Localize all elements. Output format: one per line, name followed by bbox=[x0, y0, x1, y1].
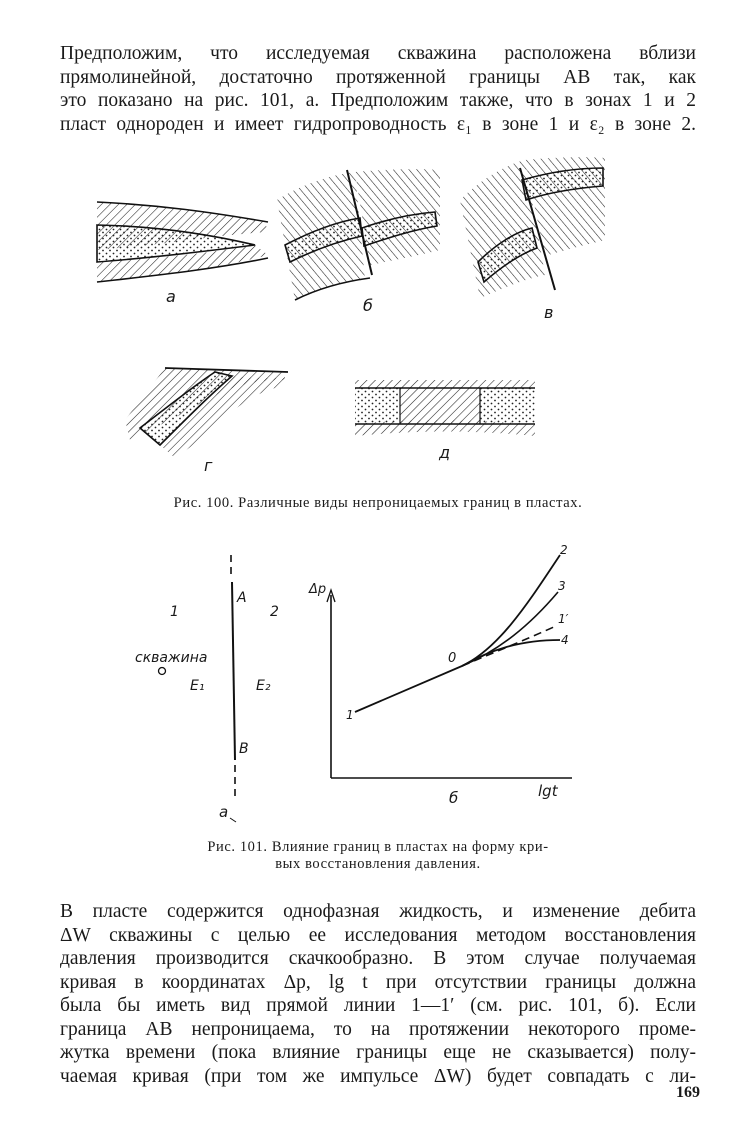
fig101-zone2-label: 2 bbox=[270, 604, 279, 620]
fig101-sub-b-label: б bbox=[449, 789, 459, 807]
curve-label-1-prime: 1′ bbox=[558, 612, 569, 626]
text-line: ΔW скважины с целью ее исследования методом восстановления bbox=[60, 924, 696, 946]
curve-1 bbox=[355, 666, 462, 712]
text-line: чаемая кривая (при том же импульсе ΔW) будет совпадать с ли- bbox=[60, 1065, 696, 1087]
curve-label-1: 1 bbox=[346, 708, 354, 722]
curve-label-3: 3 bbox=[558, 579, 566, 593]
fig101-origin-label: 0 bbox=[448, 651, 457, 666]
fig101-b-chart bbox=[327, 555, 572, 778]
fig101-a-point-label: A bbox=[237, 590, 247, 606]
fig100-label-a: а bbox=[166, 287, 176, 306]
curve-label-2: 2 bbox=[560, 543, 568, 557]
well-marker bbox=[159, 668, 166, 675]
text-line: граница AB непроницаема, то на протяжении некоторого проме- bbox=[60, 1018, 696, 1040]
fig100-v-diagram bbox=[460, 157, 605, 298]
page-number: 169 bbox=[676, 1084, 700, 1101]
fig100-label-d: д bbox=[439, 443, 451, 462]
text-line: давления производится скачкообразно. В этом случае получаемая bbox=[60, 948, 696, 969]
text-line: прямолинейной, достаточно протяженной границы AB так, как bbox=[60, 66, 696, 88]
fig101-ylabel: Δp bbox=[309, 582, 327, 597]
text-line: была бы иметь вид прямой линии 1—1′ (см. рис. 101, б). Если bbox=[60, 995, 696, 1016]
fig101-b-point-label: B bbox=[239, 741, 249, 757]
fig100-label-b: б bbox=[363, 296, 373, 315]
fig101-zone1-label: 1 bbox=[170, 604, 179, 620]
curve-2 bbox=[462, 555, 560, 666]
curve-3 bbox=[462, 592, 558, 666]
text-line: кривая в координатах Δp, lg t при отсутствии границы должна bbox=[60, 971, 696, 993]
fig101-e2-label: E₂ bbox=[256, 678, 271, 694]
text-line: пласт однороден и имеет гидропроводность ε₁ в зоне 1 и ε₂ в зоне 2. bbox=[60, 113, 696, 135]
fig100-label-v: в bbox=[544, 303, 554, 322]
fig101-xlabel: lgt bbox=[538, 782, 558, 800]
fig101-well-label: скважина bbox=[135, 650, 208, 666]
curve-label-4: 4 bbox=[561, 633, 569, 647]
fig100-label-g: г bbox=[204, 456, 213, 475]
curve-4 bbox=[462, 640, 560, 666]
text-line: жутка времени (пока влияние границы еще не сказывается) полу- bbox=[60, 1042, 696, 1063]
text-line: это показано на рис. 101, а. Предположим также, что в зонах 1 и 2 bbox=[60, 90, 696, 111]
text-line: В пласте содержится однофазная жидкость, и изменение дебита bbox=[60, 901, 696, 922]
fig101-caption-line1: Рис. 101. Влияние границ в пластах на форму кри- bbox=[207, 839, 549, 855]
fig101-sub-a-label: а bbox=[219, 803, 229, 821]
fig101-caption-line2: вых восстановления давления. bbox=[275, 856, 481, 872]
fig101-e1-label: E₁ bbox=[190, 678, 205, 694]
fig100-d-diagram bbox=[355, 380, 535, 436]
fig100-a-diagram bbox=[97, 202, 268, 282]
bottom-paragraph bbox=[60, 900, 696, 1088]
fig100-caption: Рис. 100. Различные виды непроницаемых границ в пластах. bbox=[173, 495, 583, 511]
fig100-b-diagram bbox=[277, 169, 440, 300]
text-line: Предположим, что исследуемая скважина расположена вблизи bbox=[60, 43, 696, 64]
fig100-g-diagram bbox=[125, 368, 288, 458]
